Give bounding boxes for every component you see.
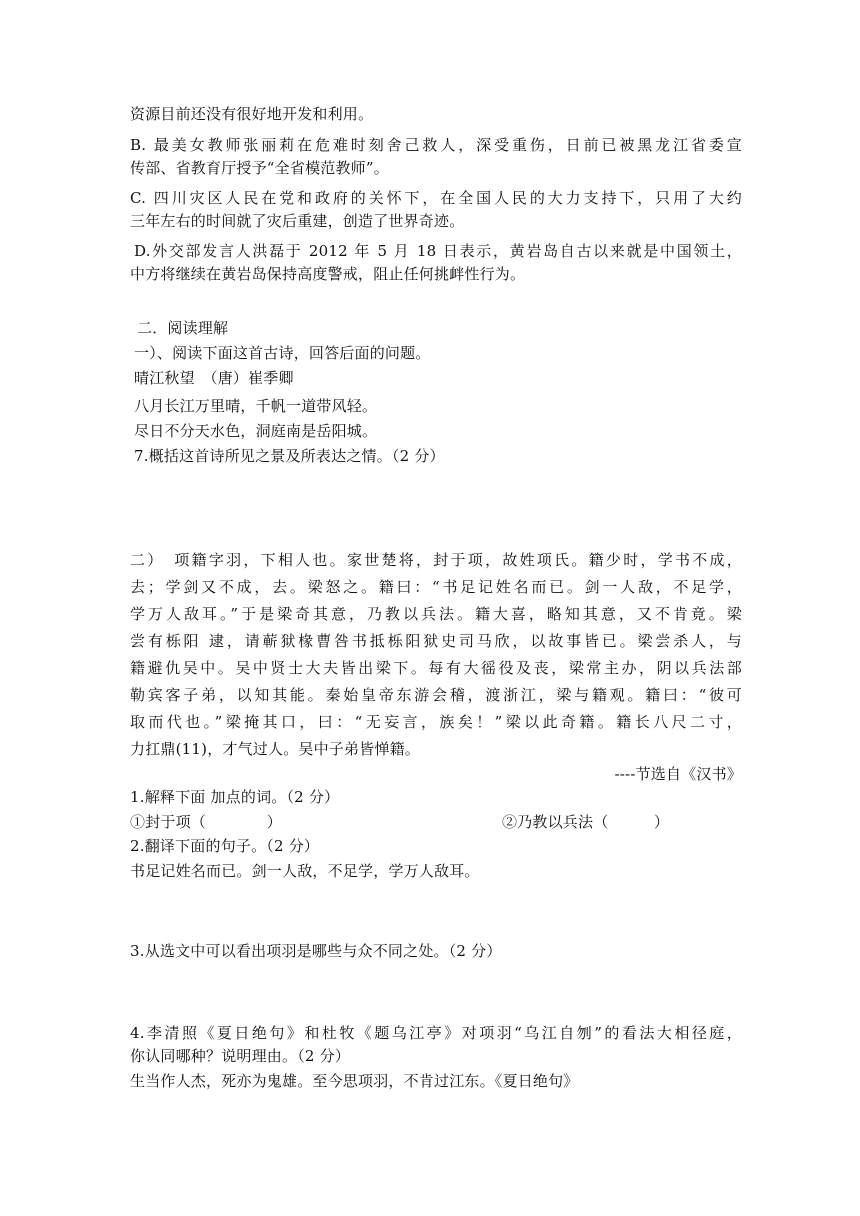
question-1-items [130, 812, 742, 832]
question-2: 2.翻译下面的句子。（2 分） [130, 837, 320, 855]
question-4-line-2: 你认同哪种？说明理由。（2 分） [130, 1047, 351, 1065]
question-1-item-a: ①封于项（ ） [130, 813, 283, 831]
text-line: 资源目前还没有很好地开发和利用。 [130, 105, 374, 123]
option-c-line-1: C. 四川灾区人民在党和政府的关怀下，在全国人民的大力支持下，只用了大约 [130, 189, 742, 207]
passage-line: 二） 项籍字羽，下相人也。家世楚将，封于项，故姓项氏。籍少时，学书不成， [130, 551, 742, 569]
poem-line-1: 八月长江万里晴，千帆一道带风轻。 [134, 397, 378, 415]
option-d-line-2: 中方将继续在黄岩岛保持高度警戒，阻止任何挑衅性行为。 [130, 265, 526, 283]
passage-line: 籍避仇吴中。吴中贤士大夫皆出梁下。每有大徭役及丧，梁常主办，阴以兵法部 [130, 659, 742, 677]
section-heading: 二．阅读理解 [137, 319, 229, 337]
passage-line: 力扛鼎(11)，才气过人。吴中子弟皆惮籍。 [130, 740, 420, 758]
question-1-item-b: ②乃教以兵法（ ） [502, 813, 670, 831]
question-2-sentence: 书足记姓名而已。剑一人敌，不足学，学万人敌耳。 [130, 862, 480, 880]
poem-title: 晴江秋望 （唐）崔季卿 [134, 369, 294, 387]
passage-line: 去；学剑又不成，去。梁怒之。籍曰：“书足记姓名而已。剑一人敌，不足学， [130, 578, 742, 596]
passage-source: ----节选自《汉书》 [614, 765, 742, 783]
question-7: 7.概括这首诗所见之景及所表达之情。（2 分） [134, 447, 445, 465]
passage-line: 尝有栎阳 逮，请蕲狱椽曹咎书抵栎阳狱史司马欣，以故事皆已。梁尝杀人，与 [130, 632, 742, 650]
option-b-line-1: B. 最美女教师张丽莉在危难时刻舍己救人，深受重伤，日前已被黑龙江省委宣 [130, 136, 742, 154]
question-1: 1.解释下面 加点的词。（2 分） [130, 788, 340, 806]
passage-line: 勒宾客子弟，以知其能。秦始皇帝东游会稽，渡浙江，梁与籍观。籍曰：“彼可 [130, 686, 742, 704]
question-4-line-1: 4.李清照《夏日绝句》和杜牧《题乌江亭》对项羽“乌江自刎”的看法大相径庭， [130, 1024, 742, 1042]
question-4-poem: 生当作人杰，死亦为鬼雄。至今思项羽，不肯过江东。《夏日绝句》 [130, 1072, 579, 1090]
option-b-line-2: 传部、省教育厅授予“全省模范教师”。 [130, 159, 389, 177]
option-d-line-1: D.外交部发言人洪磊于 2012 年 5 月 18 日表示，黄岩岛自古以来就是中国领土， [134, 242, 742, 260]
passage-line: 学万人敌耳。”于是梁奇其意，乃教以兵法。籍大喜，略知其意，又不肯竟。梁 [130, 605, 742, 623]
option-c-line-2: 三年左右的时间就了灾后重建，创造了世界奇迹。 [130, 212, 465, 230]
poem-line-2: 尽日不分天水色，洞庭南是岳阳城。 [134, 422, 378, 440]
passage-line: 取而代也。”梁掩其口，曰：“无妄言，族矣！”梁以此奇籍。籍长八尺二寸， [130, 713, 742, 731]
subsection-intro: 一）、阅读下面这首古诗，回答后面的问题。 [134, 344, 431, 362]
question-3: 3.从选文中可以看出项羽是哪些与众不同之处。（2 分） [130, 942, 502, 960]
